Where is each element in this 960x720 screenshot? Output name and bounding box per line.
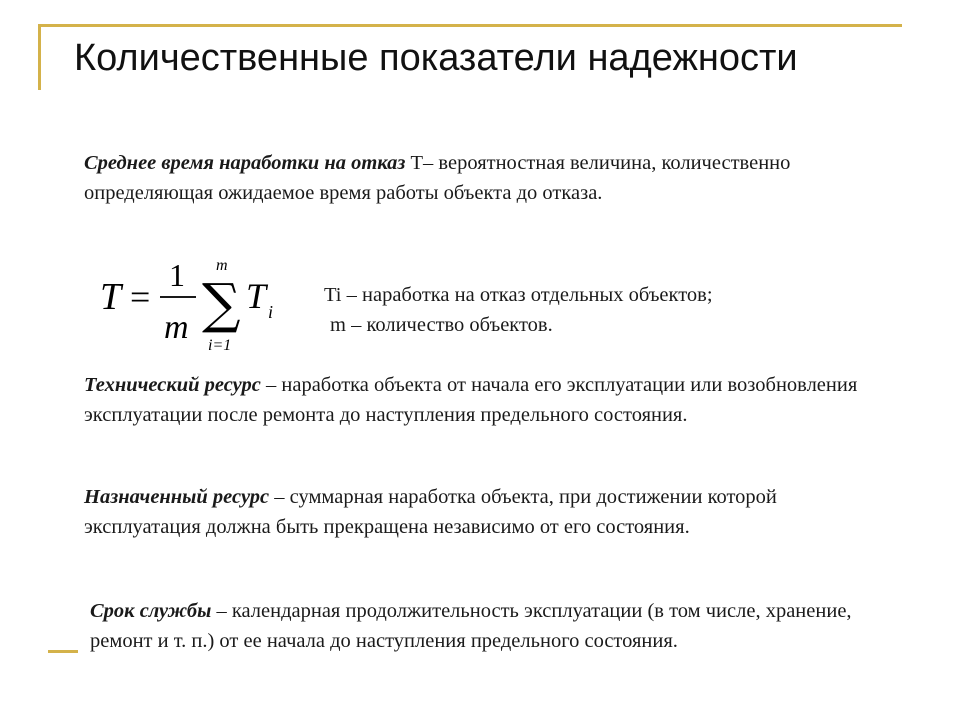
formula-term-base: T: [246, 276, 267, 316]
formula-definitions: [324, 280, 713, 340]
mttf-paragraph: [84, 148, 864, 208]
formula-sum-lower: i=1: [208, 337, 232, 354]
service-life-paragraph: [90, 596, 890, 656]
formula-numerator: 1: [169, 257, 185, 293]
mttf-formula: [96, 252, 296, 362]
assigned-resource-paragraph: [84, 482, 894, 542]
mttf-text: T– вероятностная величина, количественно определяющая ожидаемое время работы объекта до отказа.: [84, 152, 791, 204]
formula-term-sub: i: [268, 302, 274, 322]
formula-denominator: m: [164, 309, 189, 346]
tech-resource-term: Технический ресурс: [84, 374, 261, 396]
frame-left-line: [38, 24, 41, 90]
formula-equals: =: [130, 277, 151, 317]
tech-resource-paragraph: [84, 370, 884, 430]
mttf-term: Среднее время наработки на отказ: [84, 152, 406, 174]
definition-ti: Ti – наработка на отказ отдельных объектов;: [324, 284, 713, 306]
assigned-resource-term: Назначенный ресурс: [84, 486, 270, 508]
page-title: Количественные показатели надежности: [74, 37, 798, 79]
service-life-text: – календарная продолжительность эксплуатации (в том числе, хранение, ремонт и т. п.) от ее начала до наступления предельного состояния.: [90, 600, 852, 652]
formula-lhs: T: [100, 276, 122, 318]
service-life-term: Срок службы: [90, 600, 212, 622]
definition-m: m – количество объектов.: [330, 314, 553, 336]
frame-top-line: [38, 24, 902, 27]
assigned-resource-text: – суммарная наработка объекта, при достижении которой эксплуатация должна быть прекращена независимо от его состояния.: [84, 486, 777, 538]
frame-accent-line: [48, 650, 78, 653]
formula-sum-symbol: ∑: [202, 272, 241, 335]
tech-resource-text: – наработка объекта от начала его эксплуатации или возобновления эксплуатации после ремонта до наступления предельного состояния.: [84, 374, 858, 426]
formula-sum-upper: m: [216, 257, 228, 274]
